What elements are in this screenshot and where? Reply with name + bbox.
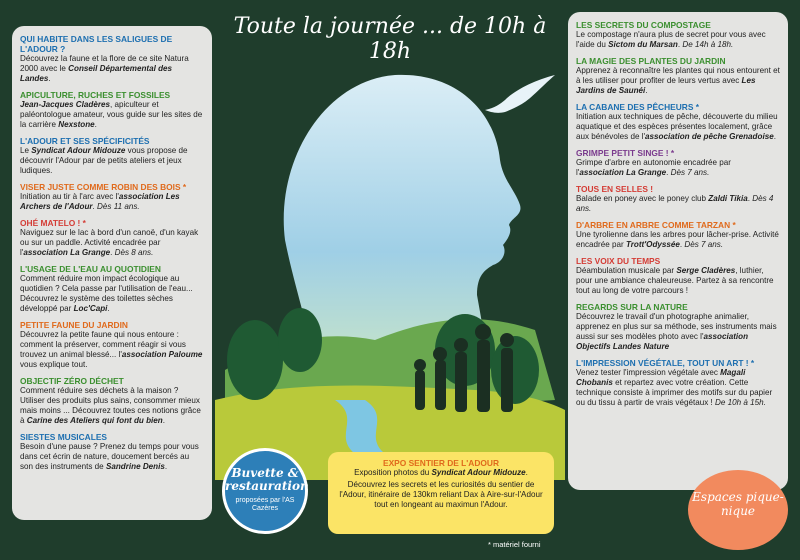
activity-section [576, 220, 780, 250]
activity-text: Comment réduire ses déchets à la maison ? Utiliser des produits plus sains, consommer mieux mais moins ... Découvrez toutes ces notions grâce à Carine des Ateliers qui font du bien. [20, 386, 201, 425]
activity-heading: VISER JUSTE COMME ROBIN DES BOIS * [20, 182, 187, 192]
activity-section [20, 90, 204, 130]
activity-section [20, 34, 204, 84]
activity-text: Venez tester l'impression végétale avec Magali Chobanis et repartez avec votre création. Cette technique consiste à imprimer des motifs sur du papier ou du tissu à partir de vrais végétaux ! De 10h à 15h. [576, 368, 773, 407]
buvette-title: Buvette & restauration [225, 466, 309, 493]
activity-heading: SIESTES MUSICALES [20, 432, 108, 442]
activity-text: Une tyrolienne dans les arbres pour lâcher-prise. Activité encadrée par Trott'Odyssée. Dès 7 ans. [576, 230, 779, 249]
activity-section [576, 102, 780, 142]
activity-section [576, 148, 780, 178]
activity-heading: OHÉ MATELO ! * [20, 218, 86, 228]
activity-heading: PETITE FAUNE DU JARDIN [20, 320, 128, 330]
buvette-sub: proposées par l'AS Cazères [235, 497, 295, 512]
activity-text: Besoin d'une pause ? Prenez du temps pour vous dans cet écrin de nature, doucement bercés au son des instruments de Sandrine Denis. [20, 442, 199, 471]
activity-text: Déambulation musicale par Serge Cladères, luthier, pour une ambiance chaleureuse. Partez à sa rencontre tout au long de votre parcours ! [576, 266, 774, 295]
activity-text: Balade en poney avec le poney club Zaldi Tikia. Dès 4 ans. [576, 194, 774, 213]
activity-section [576, 358, 780, 408]
activity-heading: L'USAGE DE L'EAU AU QUOTIDIEN [20, 264, 161, 274]
activity-section [20, 320, 204, 370]
activity-section [576, 184, 780, 214]
activity-heading: L'IMPRESSION VÉGÉTALE, TOUT UN ART ! * [576, 358, 755, 368]
right-activities-panel [568, 12, 788, 490]
activity-section [576, 256, 780, 296]
activity-text: Initiation au tir à l'arc avec l'association Les Archers de l'Adour. Dès 11 ans. [20, 192, 180, 211]
activity-heading: OBJECTIF ZÉRO DÉCHET [20, 376, 124, 386]
activity-section [576, 56, 780, 96]
activity-section [576, 20, 780, 50]
activity-heading: GRIMPE PETIT SINGE ! * [576, 148, 675, 158]
expo-line2: Découvrez les secrets et les curiosités du sentier de l'Adour, itinéraire de 130km reliant Dax à Aire-sur-l'Adour tout en longeant au maximun l'Adour. [339, 480, 543, 509]
left-activities-panel [12, 26, 212, 520]
activity-text: Découvrez la petite faune qui nous entoure : comment la préserver, comment réagir si vous trouvez un animal blessé... l'association Paloume vous explique tout. [20, 330, 203, 369]
activity-section [20, 264, 204, 314]
page-title: Toute la journée ... de 10h à 18h [233, 14, 547, 64]
activity-heading: TOUS EN SELLES ! [576, 184, 654, 194]
buvette-badge [222, 448, 308, 534]
activity-text: Découvrez la faune et la flore de ce site Natura 2000 avec le Conseil Départemental des Landes. [20, 54, 189, 83]
activity-heading: D'ARBRE EN ARBRE COMME TARZAN * [576, 220, 736, 230]
activity-section [20, 376, 204, 426]
activity-section [20, 136, 204, 176]
activity-text: Découvrez le travail d'un photographe animalier, apprenez en plus sur sa méthode, ses instruments mais aussi sur ses modèles photo avec l'association Objectifs Landes Nature [576, 312, 777, 351]
activity-heading: APICULTURE, RUCHES ET FOSSILES [20, 90, 171, 100]
activity-heading: LA CABANE DES PÊCHEURS * [576, 102, 700, 112]
activity-heading: REGARDS SUR LA NATURE [576, 302, 688, 312]
activity-text: Jean-Jacques Cladères, apiculteur et paléontologue amateur, vous guide sur les sites de la carrière Nexstone. [20, 100, 203, 129]
activity-heading: LA MAGIE DES PLANTES DU JARDIN [576, 56, 726, 66]
activity-text: Le compostage n'aura plus de secret pour vous avec l'aide du Sictom du Marsan. De 14h à 18h. [576, 30, 766, 49]
activity-text: Comment réduire mon impact écologique au quotidien ? Cela passe par l'utilisation de l'eau... Découvrez le système des toilettes sèches développé par Loc'Capi. [20, 274, 193, 313]
activity-section [20, 432, 204, 472]
activity-heading: L'ADOUR ET SES SPÉCIFICITÉS [20, 136, 150, 146]
activity-text: Grimpe d'arbre en autonomie encadrée par l'association La Grange. Dès 7 ans. [576, 158, 731, 177]
footnote: * matériel fourni [488, 540, 541, 549]
activity-section [20, 182, 204, 212]
expo-heading: EXPO SENTIER DE L'ADOUR [383, 458, 499, 468]
activity-section [576, 302, 780, 352]
activity-heading: QUI HABITE DANS LES SALIGUES DE L'ADOUR ? [20, 34, 173, 54]
expo-line1: Exposition photos du Syndicat Adour Midouze. [354, 468, 528, 477]
activity-text: Initiation aux techniques de pêche, découverte du milieu aquatique et des espèces présentes localement, grâce aux bénévoles de l'association de pêche Grenadoise. [576, 112, 778, 141]
bird-silhouette [485, 75, 555, 113]
activity-heading: LES VOIX DU TEMPS [576, 256, 661, 266]
activity-text: Apprenez à reconnaître les plantes qui nous entourent et à les utiliser pour profiter de leurs vertus avec Les Jardins de Saunéi. [576, 66, 780, 95]
activity-text: Naviguez sur le lac à bord d'un canoë, d'un kayak ou sur un paddle. Activité encadrée par l'association La Grange. Dès 8 ans. [20, 228, 199, 257]
expo-sentier-box [328, 452, 554, 534]
activity-section [20, 218, 204, 258]
activity-heading: LES SECRETS DU COMPOSTAGE [576, 20, 711, 30]
pique-nique-badge: Espaces pique-nique [688, 470, 788, 550]
activity-text: Le Syndicat Adour Midouze vous propose de découvrir l'Adour par de petits ateliers et jeux ludiques. [20, 146, 188, 175]
